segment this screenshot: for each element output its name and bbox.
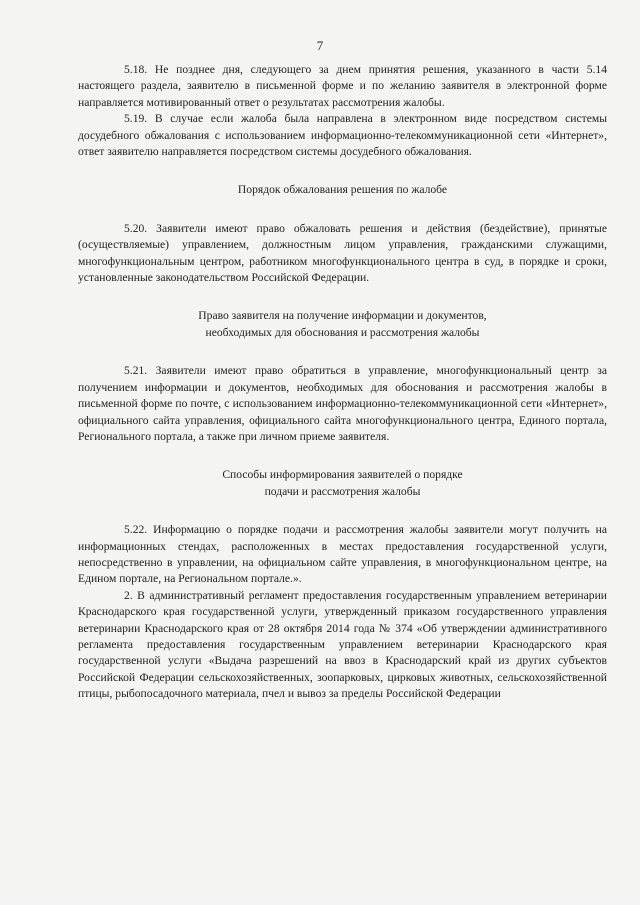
paragraph-5-18: 5.18. Не позднее дня, следующего за днем принятия решения, указанного в части 5.14 настоящего раздела, заявителю в письменной форме и по желанию заявителя в электронной форме направляется мотивированный ответ о результатах рассмотрения жалобы. xyxy=(78,63,607,109)
heading-line: подачи и рассмотрения жалобы xyxy=(264,484,421,498)
heading-line: Право заявителя на получение информации и документов, xyxy=(198,309,487,323)
heading-line: необходимых для обоснования и рассмотрения жалобы xyxy=(205,325,480,339)
document-body xyxy=(78,62,607,703)
paragraph-5-19: 5.19. В случае если жалоба была направлена в электронном виде посредством системы досудебного обжалования с использованием информационно-телекоммуникационной сети «Интернет», ответ заявителю направляется посредством системы досудебного обжалования. xyxy=(78,112,607,159)
paragraph-5-20: 5.20. Заявители имеют право обжаловать решения и действия (бездействие), принятые (осуществляемые) управлением, должностным лицом управления, гражданскими служащими, многофункциональным центром, работником многофункционального центра в суд, в порядке и сроки, установленные законодательством Российской Федерации. xyxy=(78,221,607,285)
section-heading-appeal-procedure xyxy=(78,182,607,198)
paragraph-2: 2. В административный регламент предоставления государственным управлением ветеринарии Краснодарского края государственной услуги, утвержденный приказом государственного управления ветеринарии Краснодарского края от 28 октября 2014 года № 374 «Об утверждении административного регламента предоставления государственным управлением ветеринарии Краснодарского края государственной услуги «Выдача разрешений на ввоз в Краснодарский край из других субъектов Российской Федерации сельскохозяйственных, зоопарковых, цирковых животных, сельскохозяйственной птицы, рыбопосадочного материала, пчел и вывоз за пределы Российской Федерации xyxy=(78,588,607,701)
paragraph-5-21: 5.21. Заявители имеют право обратиться в управление, многофункциональный центр за получением информации и документов, необходимых для обоснования и рассмотрения жалобы в письменной форме по почте, с использованием информационно-телекоммуникационной сети «Интернет», официального сайта управления, официального сайта многофункционального центра, Единого портала, Регионального портала, а также при личном приеме заявителя. xyxy=(78,364,607,443)
section-heading-right-to-information xyxy=(78,308,607,341)
page-number: 7 xyxy=(316,38,324,53)
heading-line: Способы информирования заявителей о порядке xyxy=(222,468,463,482)
heading-line: Порядок обжалования решения по жалобе xyxy=(237,183,448,197)
paragraph-5-22: 5.22. Информацию о порядке подачи и рассмотрения жалобы заявители могут получить на информационных стендах, расположенных в местах предоставления государственной услуги, непосредственно в управлении, на официальном сайте управления, в многофункциональном центре, на Едином портале, на Региональном портале.». xyxy=(78,523,607,586)
section-heading-informing-methods xyxy=(78,467,607,500)
